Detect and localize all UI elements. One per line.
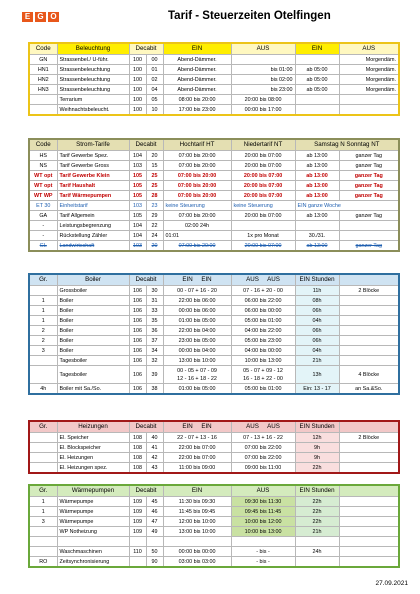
table-header [29, 43, 399, 55]
heating-table [28, 420, 400, 474]
table-row: WT WP Tarif Wärmepumpen 105 28 07:00 bis 20:00 20:00 bis 07:00 ab 13:00 ganzer Tag [29, 191, 399, 201]
table-row: Terrarium 100 05 08:00 bis 20:00 20:00 bis 08:00 [29, 95, 399, 105]
header-cell: Decabit [129, 274, 163, 286]
header-cell: EIN [163, 43, 231, 55]
logo-letter: O [48, 12, 59, 22]
table-row: 3 Boiler 106 34 00:00 bis 04:00 04:00 bis 00:00 04h [29, 346, 399, 356]
electricity-tariff-table [28, 138, 400, 252]
header-cell: EIN Stunden [295, 274, 339, 286]
header-cell: Gr. [29, 274, 57, 286]
table-row: NS Tarif Gewerbe Gross 103 15 07:00 bis 20:00 20:00 bis 07:00 ab 13:00 ganzer Tag [29, 161, 399, 171]
table-row [29, 537, 399, 547]
table-row: Grossboiler 106 30 00 - 07 + 16 - 20 07 - 16 + 20 - 00 11h 2 Blöcke [29, 286, 399, 296]
table-row: 2 Boiler 106 36 22:00 bis 04:00 04:00 bis 22:00 06h [29, 326, 399, 336]
header-cell: Boiler [57, 274, 129, 286]
table-row: 3 Wärmepumpe 109 47 12:00 bis 10:00 10:00 bis 12:00 22h [29, 517, 399, 527]
table-row: Tagesboiler 106 32 13:00 bis 10:00 10:00 bis 13:00 21h [29, 356, 399, 366]
table-row: 1 Wärmepumpe 109 46 11:45 bis 09:45 09:45 bis 11:45 22h [29, 507, 399, 517]
page-title: Tarif - Steuerzeiten Otelfingen [168, 10, 331, 22]
table-row: HN1 Strassenbeleuchtung 100 01 Abend-Dämmer. bis 01:00 ab 05:00 Morgendäm. [29, 65, 399, 75]
header-cell: Hochtarif HT [163, 139, 231, 151]
heat-pump-table [28, 484, 400, 568]
header-cell: Wärmepumpen [57, 485, 129, 497]
table-row: Weihnachtsbeleucht. 100 10 17:00 bis 23:00 00:00 bis 17:00 [29, 105, 399, 116]
header-cell: Code [29, 43, 57, 55]
document-date: 27.09.2021 [375, 580, 408, 587]
header-cell: Gr. [29, 485, 57, 497]
table-row: ET 30 Einheitstarif 103 23 keine Steuerung keine Steuerung EIN ganze Woche [29, 201, 399, 211]
header-cell: EIN EIN [163, 421, 231, 433]
table-row: HS Tarif Gewerbe Spez. 104 20 07:00 bis 20:00 20:00 bis 07:00 ab 13:00 ganzer Tag [29, 151, 399, 161]
table-row: GN Strassenbel./ U-führ. 100 00 Abend-Dämmer. Morgendäm. [29, 55, 399, 65]
table-row: 1 Boiler 106 33 00:00 bis 06:00 06:00 bis 00:00 06h [29, 306, 399, 316]
logo-letter: E [22, 12, 33, 22]
table-row: Tagesboiler 106 39 00 - 05 + 07 - 09 12 - 16 + 18 - 22 05 - 07 + 09 - 12 16 - 18 + 22 - 00 13h 4 Blöcke [29, 366, 399, 384]
header-cell: Niedertarif NT [231, 139, 295, 151]
header-cell: Beleuchtung [57, 43, 129, 55]
header-cell: Decabit [129, 43, 163, 55]
table-row: El. Speicher 108 40 22 - 07 + 13 - 16 07 - 13 + 16 - 22 12h 2 Blöcke [29, 433, 399, 443]
header-cell: EIN EIN [163, 274, 231, 286]
table-row: El. Blockspeicher 108 41 22:00 bis 07:00 07:00 bis 22:00 9h [29, 443, 399, 453]
table-header [29, 274, 399, 286]
header-cell: Decabit [129, 421, 163, 433]
header-cell: Strom-Tarife [57, 139, 129, 151]
header-cell: AUS AUS [231, 421, 295, 433]
header-cell: AUS [231, 43, 295, 55]
table-row: GL Landwirtschaft 103 20 07:00 bis 20:00 20:00 bis 07:00 ab 13:00 ganzer Tag [29, 241, 399, 252]
header-cell: Decabit [129, 485, 163, 497]
header-cell: AUS [231, 485, 295, 497]
table-row: WP Notheizung 109 49 13:00 bis 10:00 10:00 bis 13:00 21h [29, 527, 399, 537]
table-row: 1 Boiler 106 31 22:00 bis 06:00 06:00 bis 22:00 08h [29, 296, 399, 306]
table-row: 1 Wärmepumpe 109 45 11:30 bis 09:30 09:30 bis 11:30 22h [29, 497, 399, 507]
table-row: 1 Boiler 106 35 01:00 bis 05:00 05:00 bis 01:00 04h [29, 316, 399, 326]
table-header [29, 485, 399, 497]
table-row: WT opt Tarif Haushalt 105 25 07:00 bis 20:00 20:00 bis 07:00 ab 13:00 ganzer Tag [29, 181, 399, 191]
table-row: El. Heizungen spez. 108 43 11:00 bis 09:00 09:00 bis 11:00 22h [29, 463, 399, 474]
header-cell: AUS AUS [231, 274, 295, 286]
table-header [29, 139, 399, 151]
header-cell: Samstag N Sonntag NT [295, 139, 399, 151]
logo [22, 12, 59, 22]
table-row: HN3 Strassenbeleuchtung 100 04 Abend-Dämmer. bis 23:00 ab 05:00 Morgendäm. [29, 85, 399, 95]
table-row: 2 Boiler 106 37 23:00 bis 05:00 05:00 bis 23:00 06h [29, 336, 399, 346]
table-row: WT opt Tarif Gewerbe Klein 105 25 07:00 bis 20:00 20:00 bis 07:00 ab 13:00 ganzer Tag [29, 171, 399, 181]
header-cell: Code [29, 139, 57, 151]
logo-letter: G [35, 12, 46, 22]
table-row: - Leistungsbegrenzung 104 22 02:00 24h [29, 221, 399, 231]
header-cell: Decabit [129, 139, 163, 151]
header-cell: EIN [295, 43, 339, 55]
header-cell: EIN Stunden [295, 485, 339, 497]
lighting-table [28, 42, 400, 116]
table-row: 4h Boiler mit Sa./So. 106 38 01:00 bis 05:00 05:00 bis 01:00 Ein: 13 - 17 an Sa.&So. [29, 384, 399, 395]
header-cell: Gr. [29, 421, 57, 433]
table-row: HN2 Strassenbeleuchtung 100 02 Abend-Dämmer. bis 02:00 ab 05:00 Morgendäm. [29, 75, 399, 85]
header-cell: EIN [163, 485, 231, 497]
table-row: - Rückstellung Zähler 104 24 01:01 1x pro Monat 30./31. [29, 231, 399, 241]
table-row: El. Heizungen 108 42 22:00 bis 07:00 07:00 bis 22:00 9h [29, 453, 399, 463]
table-header [29, 421, 399, 433]
header-cell: AUS [339, 43, 399, 55]
boiler-table [28, 273, 400, 395]
table-row: GA Tarif Allgemein 105 29 07:00 bis 20:00 20:00 bis 07:00 ab 13:00 ganzer Tag [29, 211, 399, 221]
header-cell: EIN Stunden [295, 421, 339, 433]
table-row: RO Zeitsynchronisierung 90 03:00 bis 03:00 - bis - [29, 557, 399, 568]
header-cell: Heizungen [57, 421, 129, 433]
table-row: Waschmaschinen 110 50 00:00 bis 00:00 - bis - 24h [29, 547, 399, 557]
